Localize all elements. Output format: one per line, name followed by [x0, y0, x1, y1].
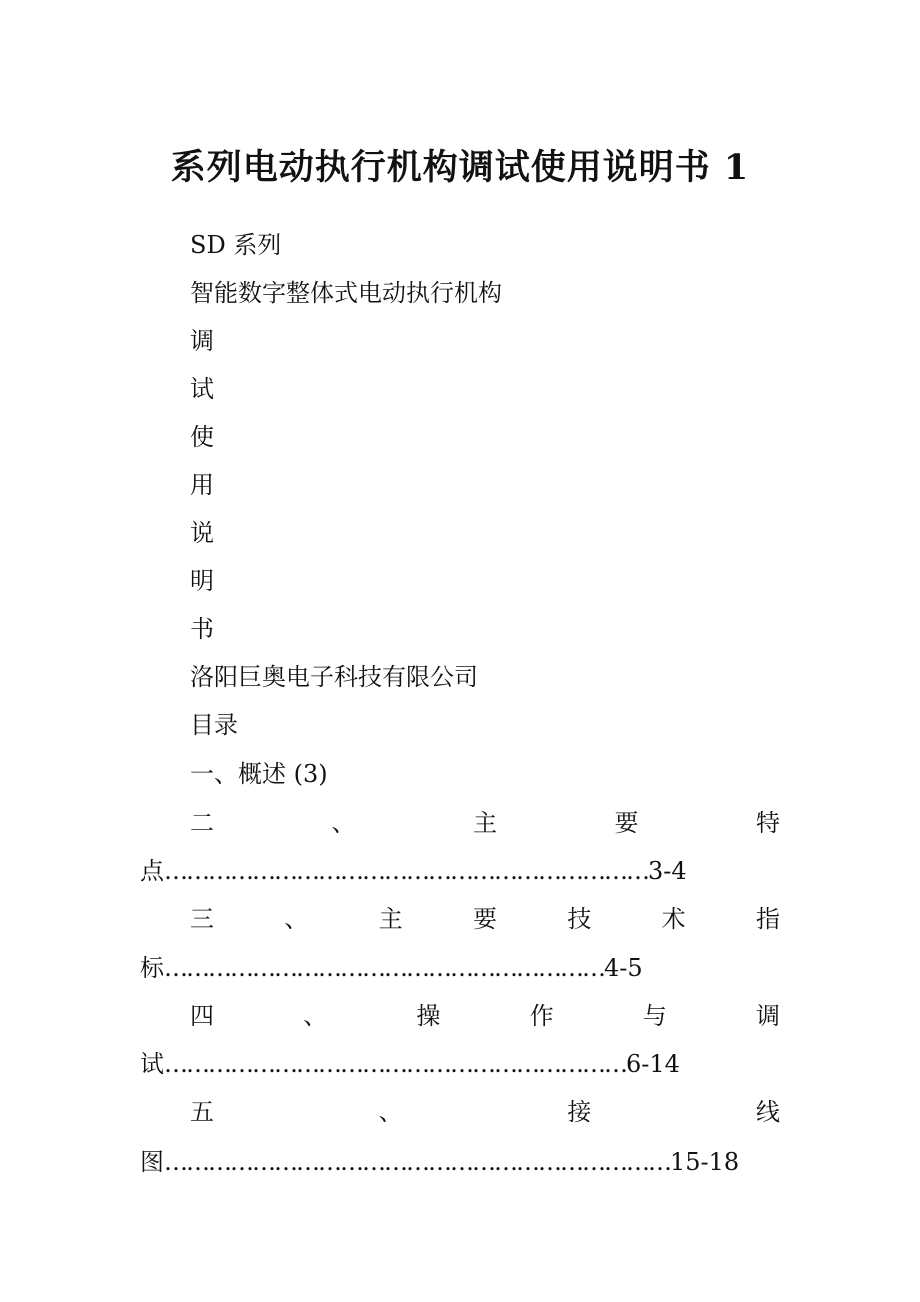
- toc-entry-part: 技: [567, 905, 592, 933]
- toc-heading: 目录: [190, 711, 238, 739]
- toc-page-range: 15-18: [670, 1148, 740, 1176]
- toc-entry-part: 与: [642, 1002, 667, 1030]
- toc-entry-main-features-tail: [140, 854, 687, 888]
- toc-entry-part: 、: [378, 1098, 403, 1126]
- vertical-title-char: 用: [190, 471, 214, 499]
- toc-page-range: 3-4: [648, 857, 687, 885]
- vertical-title-char: 使: [190, 423, 214, 451]
- toc-entry-technical-specs-tail: [140, 951, 643, 985]
- toc-entry-tail-text: 点: [140, 857, 164, 885]
- toc-entry-part: 、: [303, 1002, 328, 1030]
- toc-dot-leader: ………………………………………………………: [164, 1050, 626, 1078]
- product-subtitle: 智能数字整体式电动执行机构: [190, 279, 502, 307]
- document-title: 系列电动执行机构调试使用说明书 1: [170, 147, 750, 188]
- vertical-title-char: 明: [190, 567, 214, 595]
- toc-entry-part: 主: [473, 809, 497, 837]
- toc-entry-part: 四: [190, 1002, 214, 1030]
- toc-entry-part: 线: [755, 1098, 780, 1126]
- toc-entry-part: 要: [472, 905, 497, 933]
- toc-entry-part: 、: [331, 809, 356, 837]
- toc-entry-part: 二: [190, 809, 214, 837]
- toc-entry-part: 作: [529, 1002, 554, 1030]
- toc-entry-part: 术: [661, 905, 686, 933]
- vertical-title-char: 书: [190, 615, 214, 643]
- toc-page-range: 6-14: [626, 1050, 680, 1078]
- toc-entry-part: 指: [755, 905, 780, 933]
- toc-entry-overview: 一、概述 (3): [190, 760, 328, 788]
- toc-entry-part: 接: [567, 1098, 592, 1126]
- vertical-title-char: 调: [190, 327, 214, 355]
- toc-dot-leader: ……………………………………………………………: [164, 1148, 670, 1176]
- toc-entry-main-features: [190, 806, 780, 840]
- toc-entry-operation-debug: [190, 999, 780, 1033]
- toc-dot-leader: ……………………………………………………: [164, 954, 604, 982]
- toc-entry-tail-text: 试: [140, 1050, 164, 1078]
- vertical-title-char: 说: [190, 519, 214, 547]
- toc-entry-operation-debug-tail: [140, 1047, 680, 1081]
- toc-entry-part: 三: [190, 905, 214, 933]
- toc-entry-part: 主: [378, 905, 403, 933]
- toc-entry-part: 五: [190, 1098, 214, 1126]
- vertical-title-char: 试: [190, 375, 214, 403]
- company-name: 洛阳巨奥电子科技有限公司: [190, 663, 478, 691]
- toc-entry-wiring-diagram: [190, 1095, 780, 1129]
- toc-entry-part: 操: [416, 1002, 441, 1030]
- toc-entry-part: 特: [756, 809, 780, 837]
- series-label: SD 系列: [190, 231, 282, 259]
- toc-entry-technical-specs: [190, 902, 780, 936]
- toc-entry-tail-text: 标: [140, 954, 164, 982]
- toc-entry-part: 调: [755, 1002, 780, 1030]
- toc-page-range: 4-5: [604, 954, 643, 982]
- toc-entry-part: 、: [284, 905, 309, 933]
- toc-dot-leader: …………………………………………………………: [164, 857, 648, 885]
- toc-entry-part: 要: [614, 809, 639, 837]
- toc-entry-tail-text: 图: [140, 1148, 164, 1176]
- toc-entry-wiring-diagram-tail: [140, 1145, 739, 1179]
